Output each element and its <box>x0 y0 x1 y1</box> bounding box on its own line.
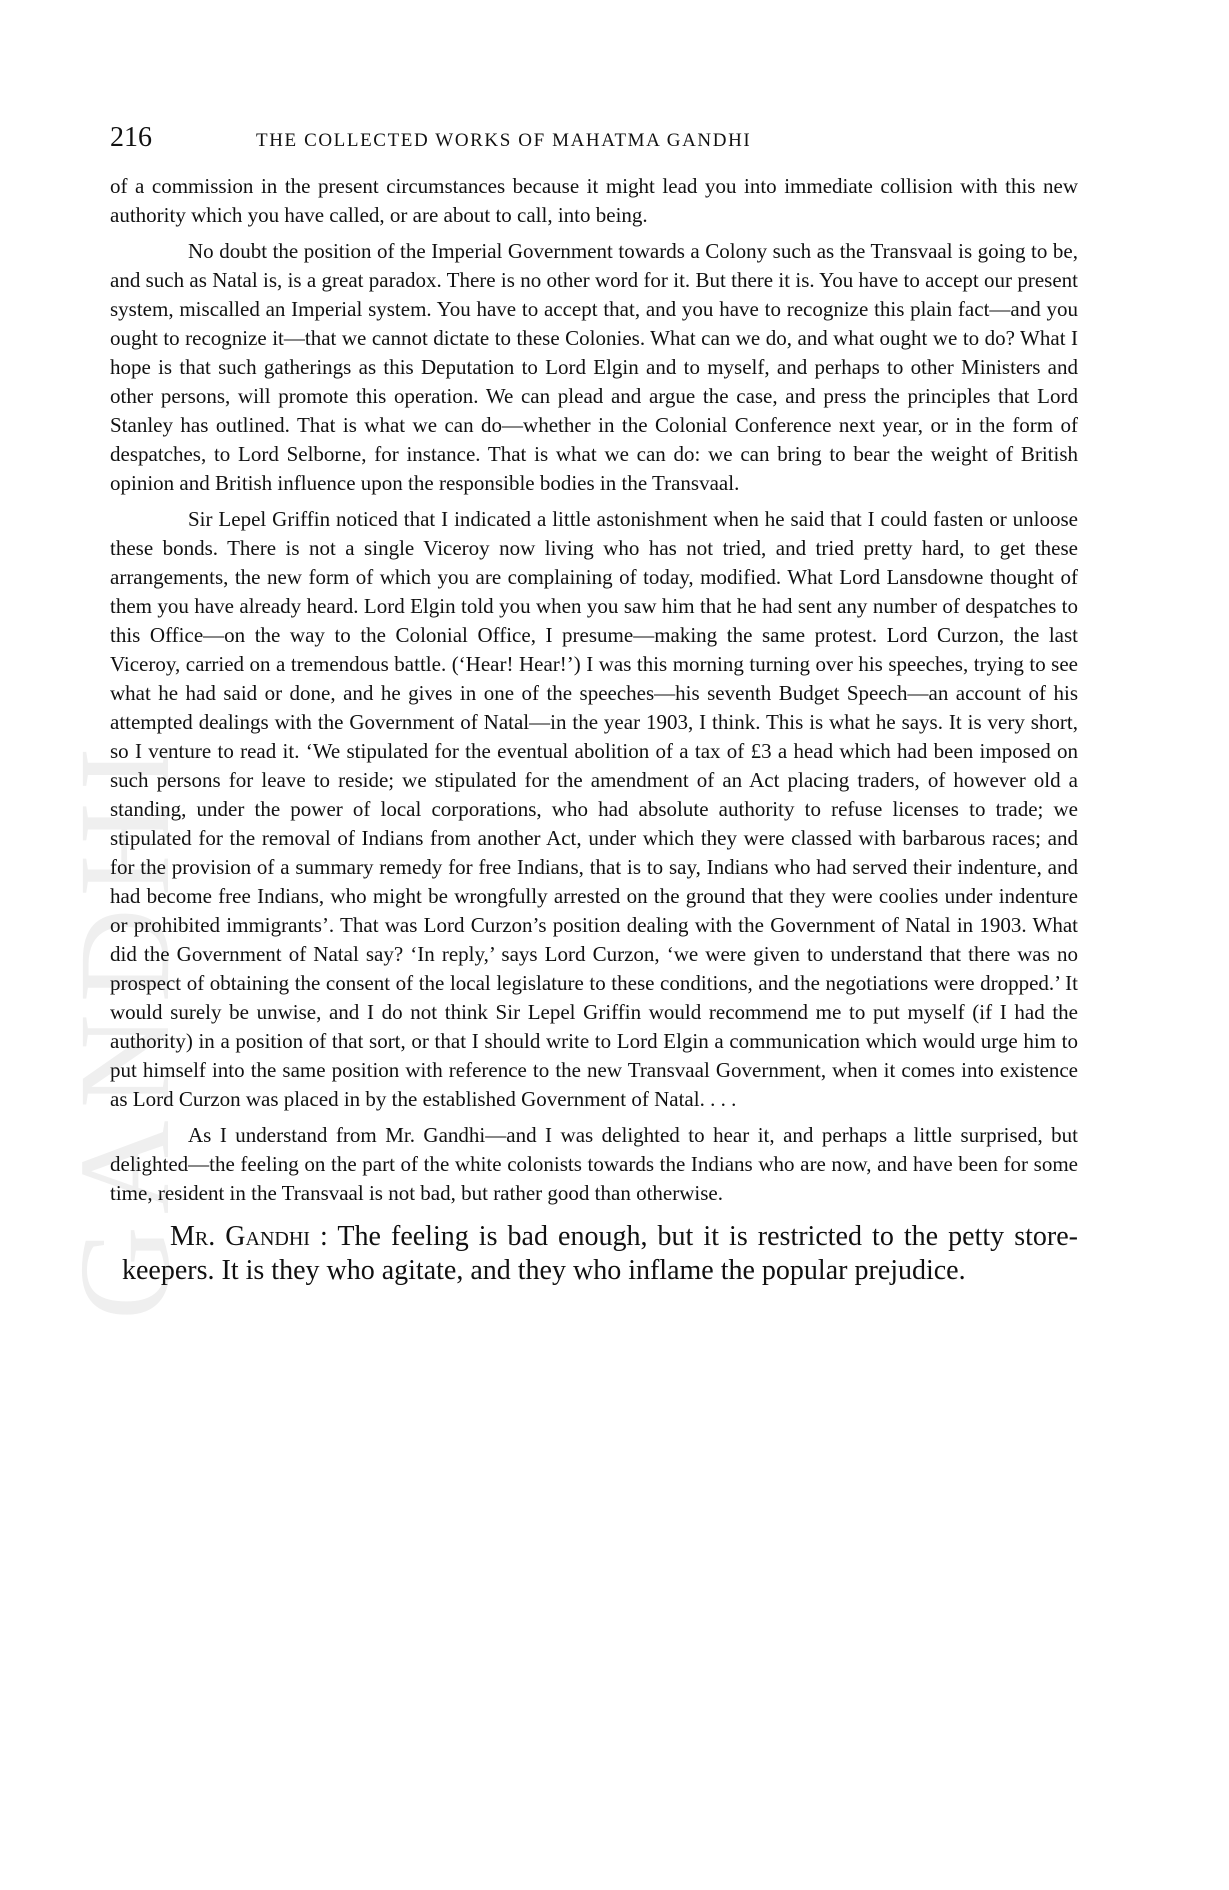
page <box>110 122 1078 1288</box>
watermark: GANDHI <box>53 735 197 1320</box>
reply-paragraph <box>122 1220 1078 1288</box>
page-number: 216 <box>110 122 152 153</box>
page-header <box>110 122 1078 172</box>
running-head: THE COLLECTED WORKS OF MAHATMA GANDHI <box>256 130 752 151</box>
reply-text: The feeling is bad enough, but it is restricted to the petty store-keepers. It is they who agitate, and they who inflame the popular prejudice. <box>122 1221 1078 1286</box>
paragraph-continuation: of a commission in the present circumstances because it might lead you into immediate collision with this new authority which you have called, or are about to call, into being. <box>110 174 1078 227</box>
speaker-separator: : <box>309 1221 338 1252</box>
paragraph-lepel-griffin: Sir Lepel Griffin noticed that I indicated a little astonishment when he said that I could fasten or unloose these bonds. There is not a single Viceroy now living who has not tried, and tried pretty hard, to get these arrangements, the new form of which you are complaining of today, modified. What Lord Lansdowne thought of them you have already heard. Lord Elgin told you when you saw him that he had sent any number of despatches to this Office—on the way to the Colonial Office, I presume—making the same protest. Lord Curzon, the last Viceroy, carried on a tremendous battle. (‘Hear! Hear!’) I was this morning turning over his speeches, trying to see what he had said or done, and he gives in one of the speeches—his seventh Budget Speech—an account of his attempted dealings with the Government of Natal—in the year 1903, I think. This is what he says. It is very short, so I venture to read it. ‘We stipulated for the eventual abolition of a tax of £3 a head which had been imposed on such persons for leave to reside; we stipulated for the amendment of an Act placing traders, of however old a standing, under the power of local corporations, who had absolute authority to refuse licenses to trade; we stipulated for the removal of Indians from another Act, under which they were classed with barbarous races; and for the provision of a summary remedy for free Indians, that is to say, Indians who had served their indenture, and had become free Indians, who might be wrongfully arrested on the ground that they were coolies under indenture or prohibited immigrants’. That was Lord Curzon’s position dealing with the Government of Natal in 1903. What did the Government of Natal say? ‘In reply,’ says Lord Curzon, ‘we were given to understand that there was no prospect of obtaining the consent of the local legislature to these conditions, and the negotiations were dropped.’ It would surely be unwise, and I do not think Sir Lepel Griffin would recommend me to put myself (if I had the authority) in a position of that sort, or that I should write to Lord Elgin a communication which would urge him to put himself into the same position with reference to the new Transvaal Government, when it comes into existence as Lord Curzon was placed in by the established Government of Natal. . . . <box>110 507 1078 1111</box>
paragraph-imperial-government: No doubt the position of the Imperial Government towards a Colony such as the Transvaal is going to be, and such as Natal is, is a great paradox. There is no other word for it. But there it is. You have to accept our present system, miscalled an Imperial system. You have to accept that, and you have to recognize this plain fact—and you ought to recognize it—that we cannot dictate to these Colonies. What can we do, and what ought we to do? What I hope is that such gatherings as this Deputation to Lord Elgin and to myself, and perhaps to other Ministers and other persons, will promote this operation. We can plead and argue the case, and press the principles that Lord Stanley has outlined. That is what we can do—whether in the Colonial Conference next year, or in the form of despatches, to Lord Selborne, for instance. That is what we can do: we can bring to bear the weight of British opinion and British influence upon the responsible bodies in the Transvaal. <box>110 239 1078 495</box>
speaker-name: Mr. Gandhi <box>170 1221 310 1252</box>
paragraph-as-i-understand: As I understand from Mr. Gandhi—and I was delighted to hear it, and perhaps a little surprised, but delighted—the feeling on the part of the white colonists towards the Indians who are now, and have been for some time, resident in the Transvaal is not bad, but rather good than otherwise. <box>110 1123 1078 1205</box>
